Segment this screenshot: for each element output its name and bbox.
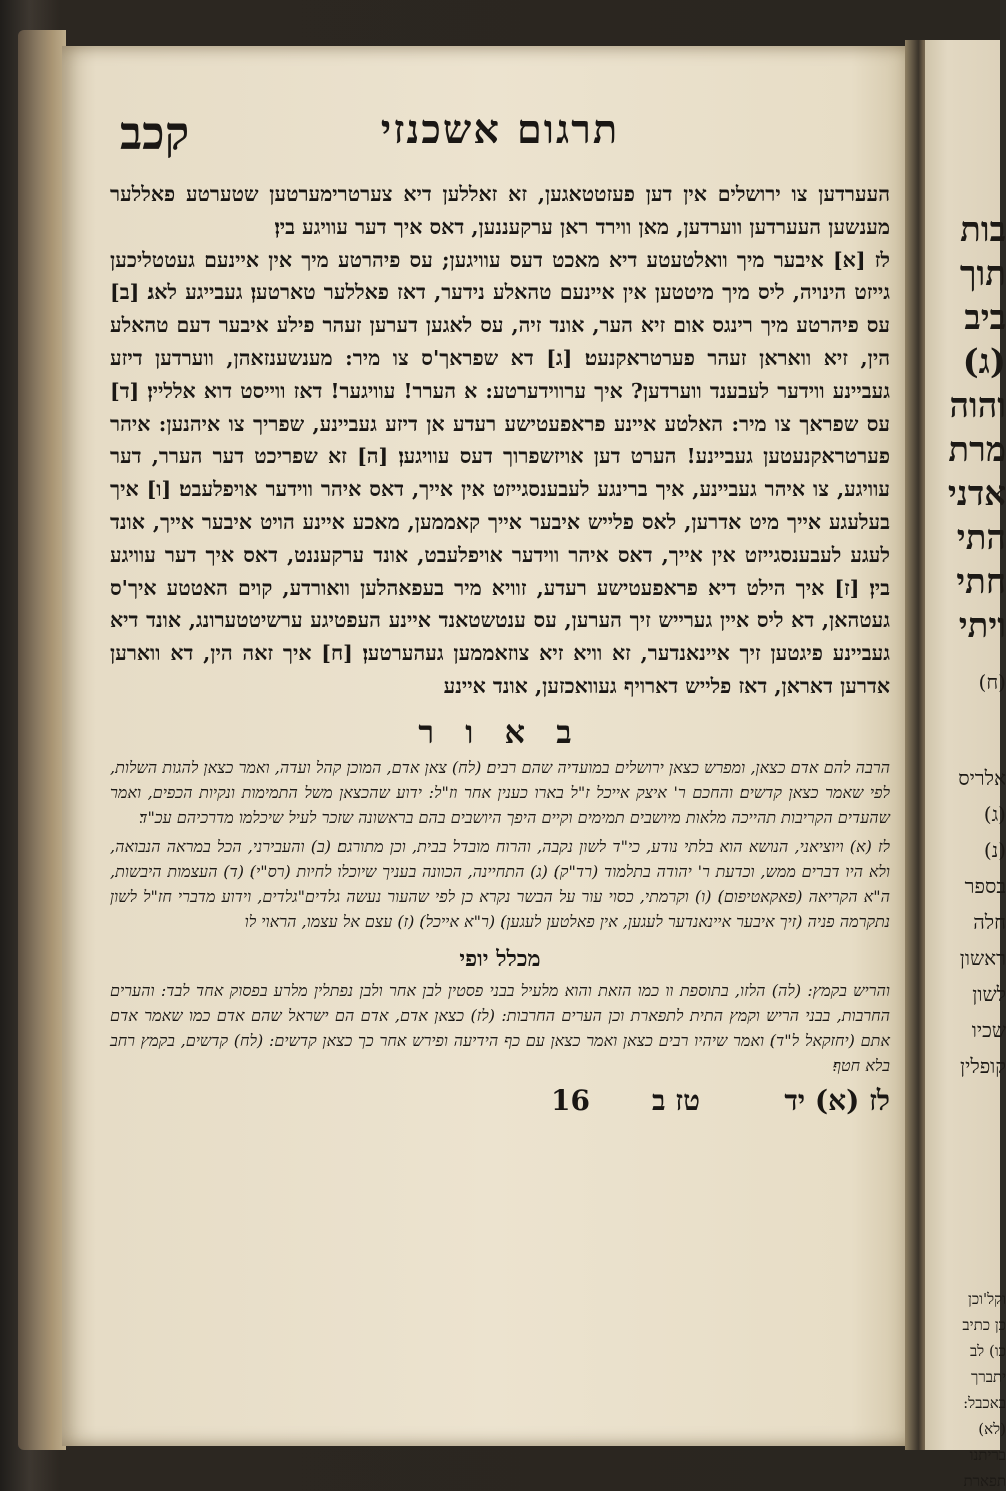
facing-page-word: תפארת — [963, 1472, 1006, 1490]
mikhlal-note: והריש בקמץ: (לה) הלזו, בתוספת וו כמו הזאת והוא מלעיל בבני פסטין לבן אחר ולבן נפתלין מלרע בפסוק אחד לבד: והערים החרבות, בבני הריש וקמץ התית לתפארת וכן הערים החרבות: (לז) כצאן אדם, אדם הם ישראל שהם אדם כמו שאמר אדם אתם (יחזקאל ל"ד)׃ ואמר שיהיו רבים כצאן ואמר כצאן עם כף הידיעה ופירש אחר כך כצאן קדשים: (לח) קדשים, בקמץ רחב בלא חטף׃ — [110, 980, 891, 1075]
facing-page-word: בריתנו — [969, 1446, 1006, 1464]
book-cover-edge — [18, 30, 66, 1450]
facing-page-word: תוך — [959, 254, 1006, 294]
facing-page-word: מרת — [948, 430, 1006, 470]
facing-page-word: (ג) — [962, 342, 1006, 382]
facing-page-word: קופלין — [960, 1054, 1006, 1078]
page-header — [110, 100, 890, 178]
facing-page-word: התי — [956, 518, 1006, 558]
facing-page-word: לשון — [972, 982, 1006, 1006]
facing-page-word: וקל'וכן — [968, 1290, 1006, 1308]
facing-page-word: (ח) — [978, 670, 1006, 694]
mikhlal-yofi-text — [110, 978, 890, 1078]
facing-page-word: בות — [960, 210, 1006, 250]
facing-page-fragment — [925, 40, 1006, 1490]
mikhlal-yofi-heading: מכלל יופי — [459, 945, 541, 972]
facing-page-word: אלריס — [958, 766, 1006, 790]
folio-number: קכב — [120, 106, 190, 160]
facing-page-word: כן כתיב — [962, 1316, 1006, 1334]
page-footer — [110, 1084, 890, 1124]
signature-mark: טז ב — [652, 1083, 700, 1117]
translation-paragraph-2: לז [א] איבער מיך וואלטעטע דיא מאכט דעס עוויגען; עס פיהרטע מיך אין איינעם געטטליכען גייזט הינויה, ליס מיך מיטטען אין איינעם טהאלע נידער, דאז פאללער טארטען׃ געבייגע לאג׃ [ב] עס פיהרטע מיך רינגס אום זיא הער, אונד זיה, עס לאגען דערען זעהר פילע איבער דעם טהאלע הין, זיא וואראן זעהר פערטראקנעט׃ [ג] דא שפראך'ס צו מיר: מענשענזאהן, ווערדען דיזע געביינע ווידער לעבענד ווערדען? איך ערווידערטע: א הערר! עוויגער! דאז ווייסט דוא אלליין׃ [ד] עס שפראך צו מיר: האלטע איינע פראפעטישע רעדע אן דיזע געביינע, שפריך צו איהנען: איהר פערטראקנעטען געביינע! הערט דען אויזשפרוך דעס עוויגען׃ [ה] זא שפריכט דער הערר, דער עוויגע, צו איהר געביינע, איך ברינגע לעבענסגייזט אין אייך, דאס איהר ווידער אויפלעבט׃ [ו] איך בעלעגע אייך מיט אדרען, לאס פלייש איבער אייך קאממען, מאכע איינע הויט איבער אייך, אונד לעגע לעבענסגייזט אין אייך, דאס איהר ווידער אויפלעבט, אונד ערקעננט, דאס איך דער עוויגע בין׃ [ז] איך הילט דיא פראפעטישע רעדע, זוויא מיר בעפאהלען וואורדע, קוים האטטע איך'ס געטהאן, דא ליס איין גערייש זיך הערען, עס ענטשטאנד איינע העפטיגע ערשיטטערונג, אונד דיא געביינע פיגטען זיך איינאנדער, זא וויא זיא צוזאממען געהערטען׃ [ח] איך זאה הין, דא ווארען אדרען דאראן, דאז פלייש דארויף געוואכזען, אונד איינע — [110, 247, 890, 698]
facing-page-word: והוה — [949, 386, 1006, 426]
facing-page-word: אדני — [947, 474, 1006, 514]
biur-commentary — [110, 755, 890, 934]
translation-paragraph-1: העערדען צו ירושלים אין דען פעזטטאגען, זא זאללען דיא צערטרימערטען שטערטע פאללער מענשען העערדען ווערדען, מאן ווירד ראן ערקעננען, דאס איך דער עוויגע בין׃ — [110, 182, 890, 239]
facing-page-word: ראשון — [959, 946, 1006, 970]
facing-page-word: כו) לב — [969, 1342, 1006, 1360]
facing-page-word: ויתי — [958, 606, 1006, 646]
facing-page-word: באכבל: — [963, 1394, 1006, 1412]
catchword: לז (א) יד — [784, 1083, 890, 1117]
facing-page-word: ביב — [964, 298, 1006, 338]
page-number: 16 — [551, 1083, 590, 1117]
facing-page-word: בספר — [964, 874, 1006, 898]
facing-page-word: (ג) — [983, 802, 1006, 826]
biur-heading: ב א ו ר — [418, 712, 582, 751]
translation-text — [110, 178, 890, 703]
facing-page-word: חלה — [973, 910, 1006, 934]
biur-note-2: לז (א) ויוציאני, הנושא הוא בלתי נודע, כי"ד לשון נקבה, והרוח מובדל בבית, וכן מתורגם׃ (ב) והעבירני, הכל במראה הנבואה, ולא היו דברים ממש, וכדעת ר' יהודה בתלמוד (רד"ק)׃ (ג) התחיינה, הכוונה בעניך שיוכלו לחיות (רס"י)׃ (ד) העצמות היבשות, ה"א הקריאה (פאקאטיפום)׃ (ו) וקרמתי, כסוי עור על הבשר נקרא כן לפי שהעור נעשה גלדים"גלדים, וידוע מדברי חז"ל לשון נתקרמה פניה (זיך איבער איינאנדער לעגען, אין פאלטען לעגען)׃ (ר"א אייכל)׃ (ז) עצם אל עצמו, הראוי לו — [110, 836, 890, 931]
biur-note-1: הרבה להם אדם כצאן, ומפרש כצאן ירושלים במועדיה שהם רבים׃ (לח) צאן אדם, המוכן קהל ועדה, ואמר כצאן להגות השלות, לפי שאמר כצאן קדשים׃ והחכם ר' איצק אייכל ז"ל בארו כענין אחר וז"ל: ידוע שהכצאן משל התמימות ונקיות הכפים, ואמר שהעדים הקריבות תהייכה מלאות מיושבים תמימים וקיים היפך היושבים בהם בראשונה שזכר לעיל שיכלמו מדרכיהם עכ"ד׃ — [110, 757, 890, 827]
page-content — [110, 100, 890, 1124]
facing-page-word: חתי — [956, 562, 1006, 602]
facing-page-word: (לא) — [978, 1420, 1006, 1438]
facing-page-word: (נ) — [983, 838, 1006, 862]
facing-page-word: יתברך — [970, 1368, 1006, 1386]
running-title: תרגום אשכנזי — [380, 106, 620, 153]
facing-page-word: שכיו — [971, 1018, 1006, 1042]
